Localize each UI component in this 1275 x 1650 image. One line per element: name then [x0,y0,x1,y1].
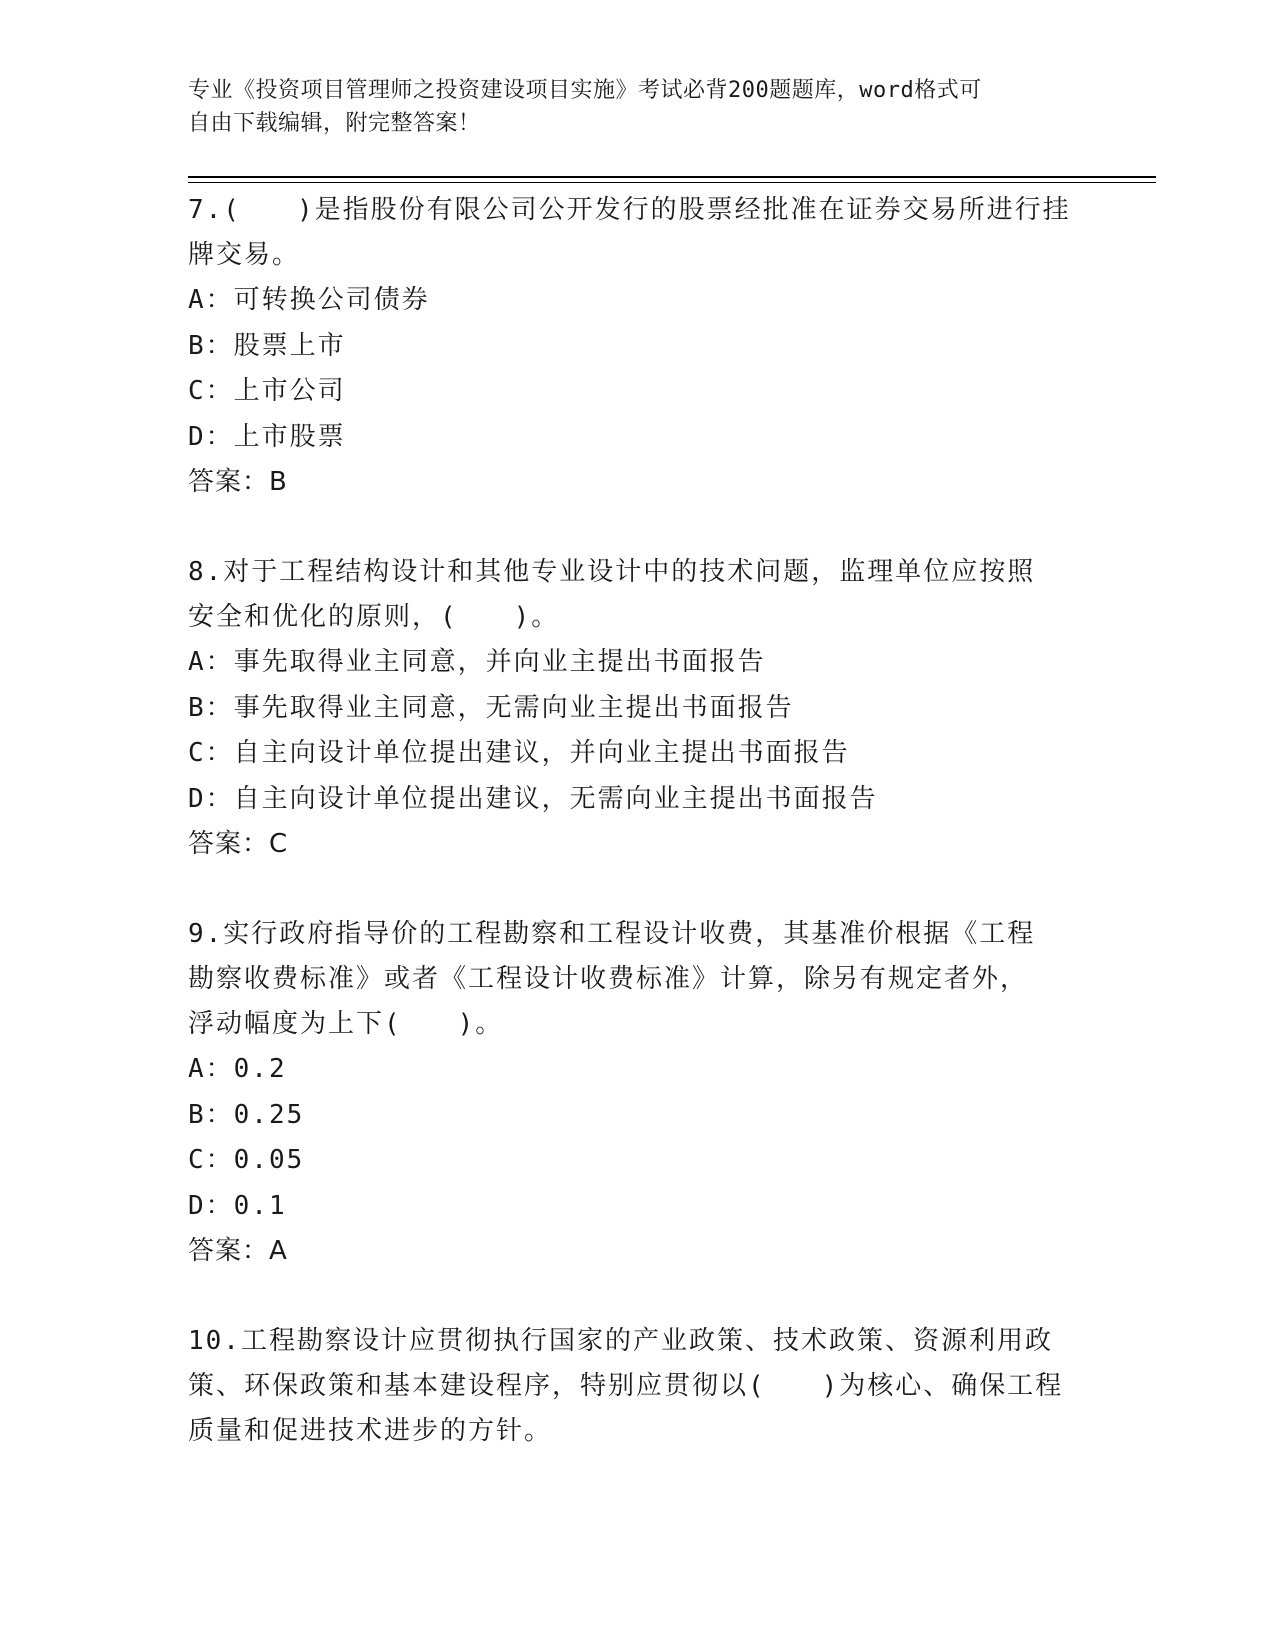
option-c: C：自主向设计单位提出建议，并向业主提出书面报告 [188,738,850,768]
question-stem-line: 安全和优化的原则，( )。 [188,602,560,632]
question-spacer [188,505,1088,550]
question-stem-line: 牌交易。 [188,240,301,270]
option-c: C：上市公司 [188,376,346,406]
question-list [188,188,1088,1454]
question-8 [188,550,1088,867]
question-stem-line: 8.对于工程结构设计和其他专业设计中的技术问题，监理单位应按照 [188,557,1036,587]
option-b: B：0.25 [188,1099,305,1130]
answer-line: 答案：C [188,829,289,859]
option-c: C：0.05 [188,1145,305,1175]
question-stem-line: 10.工程勘察设计应贯彻执行国家的产业政策、技术政策、资源利用政 [188,1326,1053,1356]
option-a: A：可转换公司债券 [188,285,430,315]
answer-line: 答案：A [188,1236,288,1266]
option-d: D：自主向设计单位提出建议，无需向业主提出书面报告 [188,783,878,814]
option-b: B：事先取得业主同意，无需向业主提出书面报告 [188,692,794,723]
option-d: D：上市股票 [188,421,346,452]
document-header [188,74,1088,140]
header-divider-thick [188,176,1156,178]
question-stem-line: 9.实行政府指导价的工程勘察和工程设计收费，其基准价根据《工程 [188,919,1036,949]
header-divider-thin [188,182,1156,183]
question-stem-line: 浮动幅度为上下( )。 [188,1009,504,1039]
option-b: B：股票上市 [188,330,346,361]
option-a: A：事先取得业主同意，并向业主提出书面报告 [188,647,766,677]
answer-line: 答案：B [188,467,288,497]
header-line-2: 自由下载编辑，附完整答案！ [188,111,481,136]
question-spacer [188,1274,1088,1319]
question-stem-line: 策、环保政策和基本建设程序，特别应贯彻以( )为核心、确保工程 [188,1371,1064,1401]
option-a: A：0.2 [188,1054,287,1084]
question-stem-line: 7.( )是指股份有限公司公开发行的股票经批准在证券交易所进行挂 [188,195,1071,225]
question-stem-line: 勘察收费标准》或者《工程设计收费标准》计算，除另有规定者外， [188,964,1029,994]
question-stem-line: 质量和促进技术进步的方针。 [188,1416,553,1446]
question-spacer [188,867,1088,912]
question-9 [188,912,1088,1274]
question-7 [188,188,1088,505]
question-10 [188,1319,1088,1454]
option-d: D：0.1 [188,1190,287,1221]
header-line-1: 专业《投资项目管理师之投资建设项目实施》考试必背200题题库，word格式可 [188,78,982,103]
